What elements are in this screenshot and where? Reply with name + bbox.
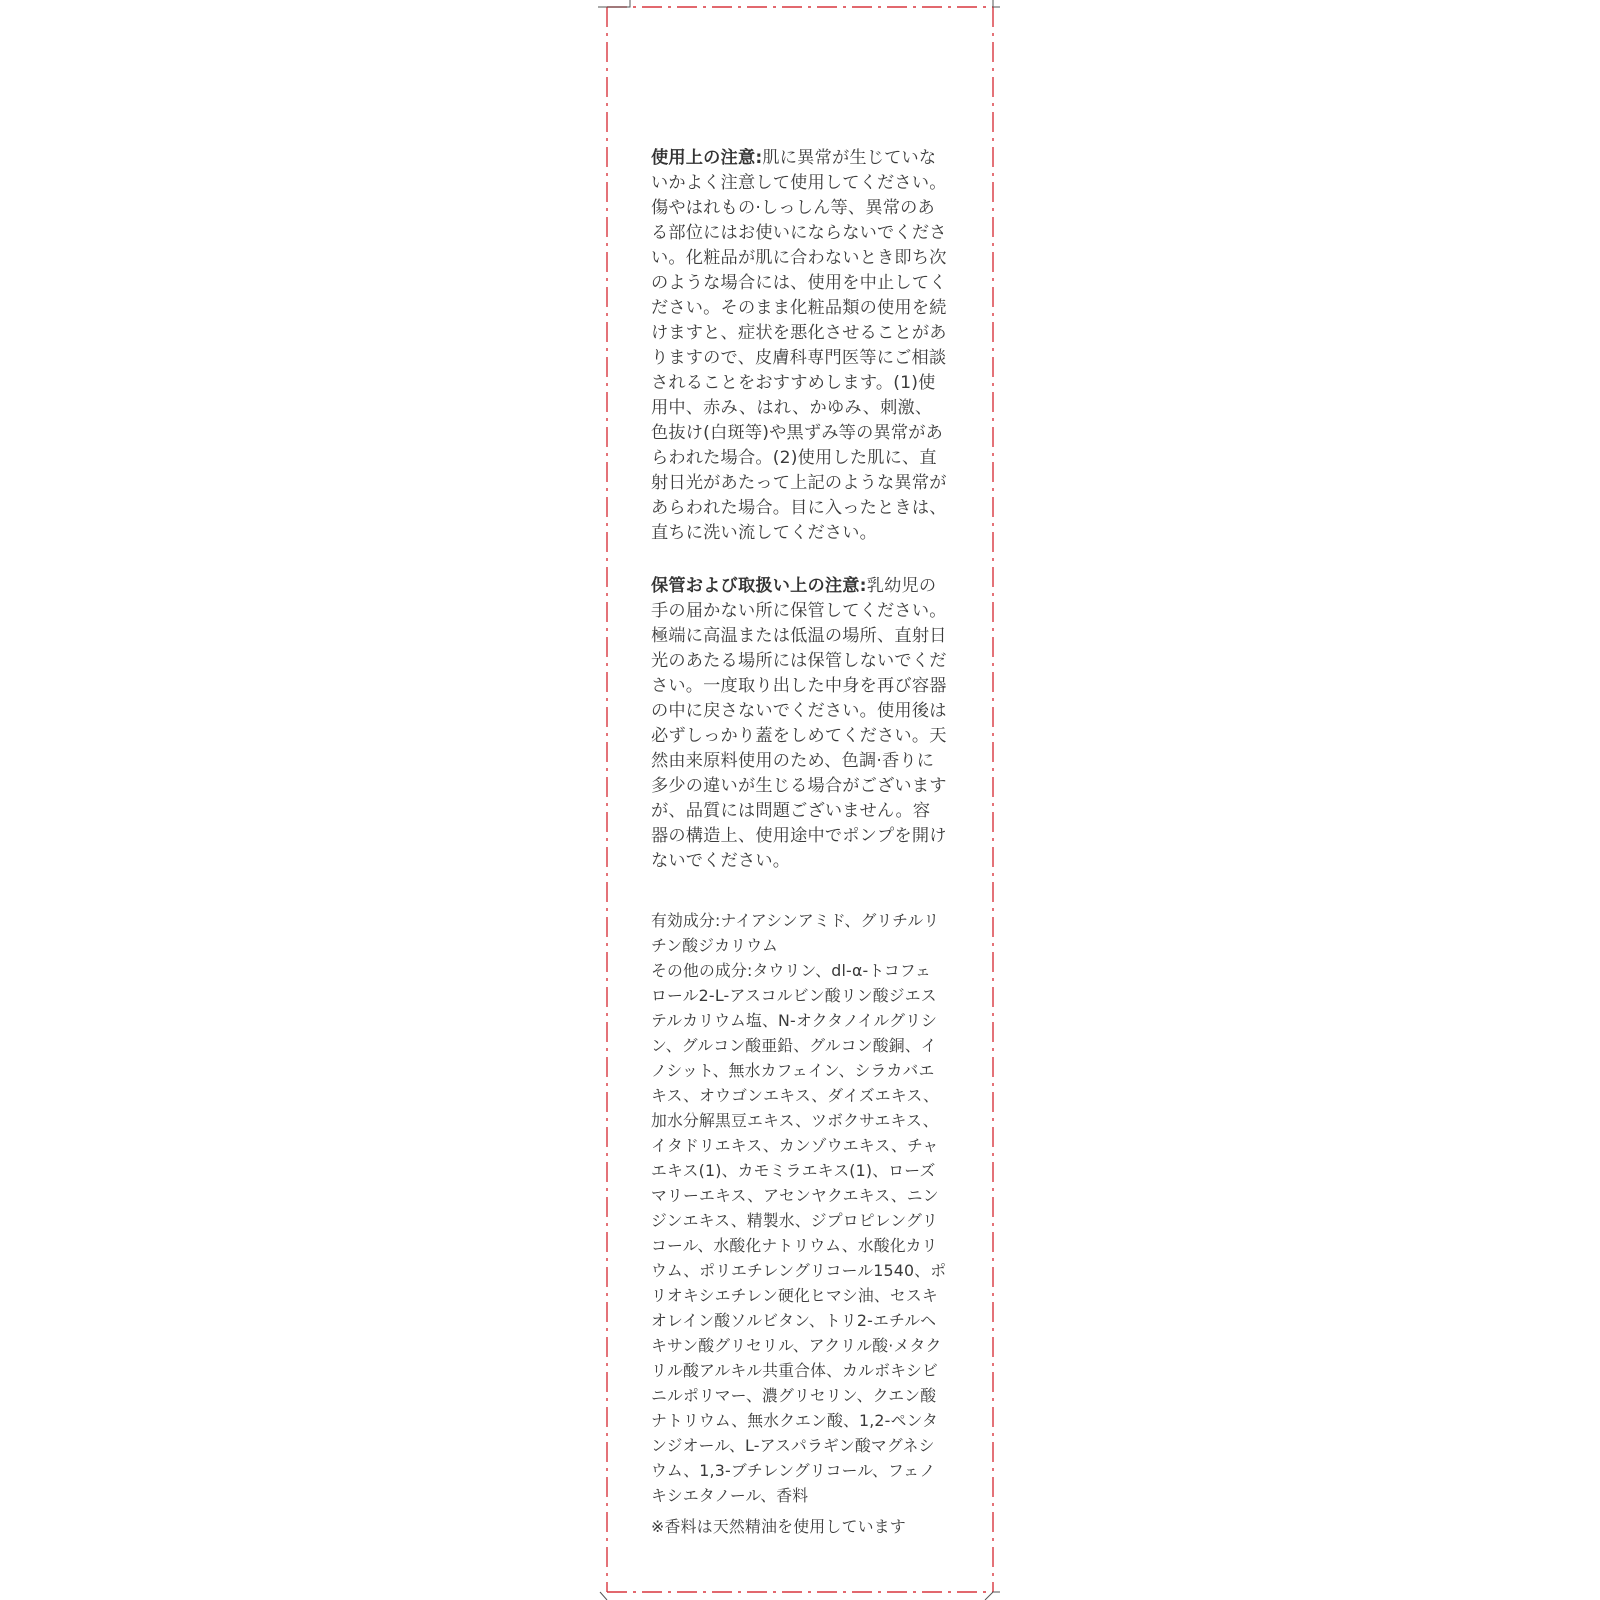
ingredients-section xyxy=(651,908,947,1539)
usage-caution-heading: 使用上の注意: xyxy=(651,148,763,168)
storage-caution xyxy=(651,574,947,874)
other-ingredients: その他の成分:タウリン、dl-α-トコフェロール2-L-アスコルビン酸リン酸ジエステルカリウム塩、N-オクタノイルグリシン、グルコン酸亜鉛、グルコン酸銅、イノシット、無水カフェイン、シラカバエキス、オウゴンエキス、ダイズエキス、加水分解黒豆エキス、ツボクサエキス、イタドリエキス、カンゾウエキス、チャエキス(1)、カモミラエキス(1)、ローズマリーエキス、アセンヤクエキス、ニンジンエキス、精製水、ジプロピレングリコール、水酸化ナトリウム、水酸化カリウム、ポリエチレングリコール1540、ポリオキシエチレン硬化ヒマシ油、セスキオレイン酸ソルビタン、トリ2-エチルヘキサン酸グリセリル、アクリル酸·メタクリル酸アルキル共重合体、カルボキシビニルポリマー、濃グリセリン、クエン酸ナトリウム、無水クエン酸、1,2-ペンタンジオール、L-アスパラギン酸マグネシウム、1,3-ブチレングリコール、フェノキシエタノール、香料 xyxy=(651,961,947,1505)
storage-caution-body: 乳幼児の手の届かない所に保管してください。極端に高温または低温の場所、直射日光のあたる場所には保管しないでください。一度取り出した中身を再び容器の中に戻さないでください。使用後は必ずしっかり蓋をしめてください。天然由来原料使用のため、色調·香りに多少の違いが生じる場合がございますが、品質には問題ございません。容器の構造上、使用途中でポンプを開けないでください。 xyxy=(651,576,947,871)
label-text-panel xyxy=(651,146,947,1539)
usage-caution xyxy=(651,146,947,546)
usage-caution-body: 肌に異常が生じていないかよく注意して使用してください。傷やはれもの·しっしん等、異常のある部位にはお使いにならないでください。化粧品が肌に合わないとき即ち次のような場合には、使用を中止してください。そのまま化粧品類の使用を続けますと、症状を悪化させることがありますので、皮膚科専門医等にご相談されることをおすすめします。(1)使用中、赤み、はれ、かゆみ、刺激、色抜け(白斑等)や黒ずみ等の異常があらわれた場合。(2)使用した肌に、直射日光があたって上記のような異常があらわれた場合。目に入ったときは、直ちに洗い流してください。 xyxy=(651,148,947,543)
storage-caution-heading: 保管および取扱い上の注意: xyxy=(651,576,867,596)
active-ingredients: 有効成分:ナイアシンアミド、グリチルリチン酸ジカリウム xyxy=(651,911,940,955)
fragrance-note: ※香料は天然精油を使用しています xyxy=(651,1517,906,1536)
